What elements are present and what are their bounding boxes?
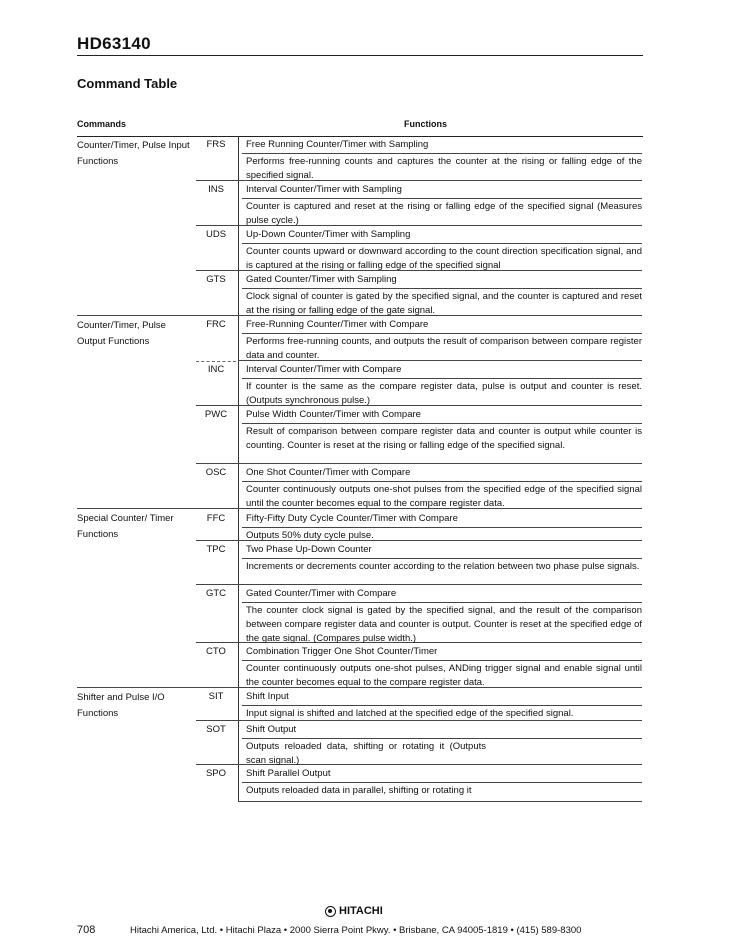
section-title: Command Table <box>77 76 178 91</box>
footer-logo-text: HITACHI <box>339 905 383 917</box>
title-underline <box>242 153 642 154</box>
page-header-title: HD63140 <box>77 34 151 53</box>
row-divider <box>238 801 642 802</box>
group-divider <box>77 315 238 316</box>
page-number: 708 <box>77 924 96 936</box>
function-description: Counter is captured and reset at the rising or falling edge of the specified signal (Measures pulse cycle.) <box>246 201 642 226</box>
function-title: Pulse Width Counter/Timer with Compare <box>246 409 421 420</box>
function-title: Shift Input <box>246 691 289 702</box>
command-code: FRS <box>206 139 226 150</box>
row-divider <box>238 584 642 585</box>
command-code: SOT <box>206 724 226 735</box>
row-divider <box>196 642 238 643</box>
group-label: Special Counter/ Timer Functions <box>77 513 174 540</box>
title-underline <box>242 423 642 424</box>
function-description: If counter is the same as the compare register data, pulse is output and counter is reset. (Outputs synchronous pulse.) <box>246 381 642 406</box>
table-header-rule <box>77 136 643 137</box>
header-rule <box>77 55 643 56</box>
command-code: GTC <box>205 588 227 599</box>
row-divider <box>196 405 238 406</box>
command-code: CTO <box>206 646 226 657</box>
function-title: Shift Output <box>246 724 297 735</box>
function-description: Performs free-running counts and captures the counter at the rising or falling edge of the specified signal. <box>246 156 642 181</box>
function-title: Gated Counter/Timer with Compare <box>246 588 397 599</box>
function-title: Two Phase Up-Down Counter <box>246 544 372 555</box>
row-divider <box>196 720 238 721</box>
title-underline <box>242 705 642 706</box>
command-code: INS <box>208 184 224 195</box>
column-header-commands: Commands <box>77 119 127 129</box>
column-divider <box>238 136 239 802</box>
title-underline <box>242 198 642 199</box>
function-description: Counter continuously outputs one-shot pulses from the specified edge of the specified signal until the counter becomes equal to the compare register data. <box>246 484 642 509</box>
function-description: Counter counts upward or downward according to the count direction specification signal, and is captured at the rising or falling edge of the specified signal <box>246 246 642 271</box>
function-title: Free-Running Counter/Timer with Compare <box>246 319 429 330</box>
title-underline <box>242 333 642 334</box>
command-code: INC <box>207 364 225 375</box>
row-divider <box>196 225 238 226</box>
command-code: SPO <box>205 768 227 779</box>
title-underline <box>242 558 642 559</box>
row-divider <box>196 270 238 271</box>
group-label: Shifter and Pulse I/O Functions <box>77 692 165 719</box>
command-code: FRC <box>206 319 226 330</box>
title-underline <box>242 660 642 661</box>
function-title: One Shot Counter/Timer with Compare <box>246 467 411 478</box>
footer-address: Hitachi America, Ltd. • Hitachi Plaza • 2000 Sierra Point Pkwy. • Brisbane, CA 94005-1819 • (415) 589-8300 <box>130 925 582 936</box>
footer-logo <box>325 905 383 917</box>
function-description: Performs free-running counts, and outputs the result of comparison between compare register data and counter. <box>246 336 642 361</box>
group-divider <box>196 361 236 362</box>
column-header-functions: Functions <box>404 119 447 129</box>
title-underline <box>242 782 642 783</box>
function-description: Increments or decrements counter according to the relation between two phase pulse signals. <box>246 561 640 572</box>
group-divider <box>77 508 238 509</box>
function-description: Outputs 50% duty cycle pulse. <box>246 530 374 541</box>
command-code: SIT <box>208 691 224 702</box>
function-description: The counter clock signal is gated by the specified signal, and the result of the comparison between compare register data and counter is output. Counter is reset at the specified edge of the gate signal. (Compares pulse width.) <box>246 605 642 644</box>
function-title: Combination Trigger One Shot Counter/Timer <box>246 646 438 657</box>
function-description: Counter continuously outputs one-shot pulses, ANDing trigger signal and enable signal until the counter becomes equal to the compare register data. <box>246 663 642 688</box>
group-label: Counter/Timer, Pulse Output Functions <box>77 320 166 347</box>
row-divider <box>196 764 238 765</box>
row-divider <box>238 463 642 464</box>
title-underline <box>242 378 642 379</box>
title-underline <box>242 243 642 244</box>
title-underline <box>242 527 642 528</box>
function-description: Outputs reloaded data in parallel, shifting or rotating it <box>246 785 472 796</box>
title-underline <box>242 481 642 482</box>
command-code: PWC <box>204 409 228 420</box>
function-title: Fifty-Fifty Duty Cycle Counter/Timer with Compare <box>246 513 458 524</box>
title-underline <box>242 288 642 289</box>
group-label: Counter/Timer, Pulse Input Functions <box>77 140 190 167</box>
function-description: Outputs reloaded data, shifting or rotating it (Outputs scan signal.) <box>246 741 486 766</box>
row-divider <box>196 463 238 464</box>
row-divider <box>196 584 238 585</box>
function-title: Up-Down Counter/Timer with Sampling <box>246 229 411 240</box>
title-underline <box>242 602 642 603</box>
function-title: Interval Counter/Timer with Sampling <box>246 184 402 195</box>
command-code: OSC <box>205 467 227 478</box>
function-description: Input signal is shifted and latched at the specified edge of the specified signal. <box>246 708 574 719</box>
command-code: FFC <box>206 513 226 524</box>
row-divider <box>196 540 238 541</box>
function-title: Interval Counter/Timer with Compare <box>246 364 402 375</box>
group-divider <box>77 687 238 688</box>
command-code: TPC <box>206 544 226 555</box>
row-divider <box>196 180 238 181</box>
function-title: Gated Counter/Timer with Sampling <box>246 274 397 285</box>
function-description: Clock signal of counter is gated by the specified signal, and the counter is captured and reset at the rising or falling edge of the gate signal. <box>246 291 642 316</box>
command-code: UDS <box>205 229 227 240</box>
hitachi-logo-icon <box>325 906 336 917</box>
function-title: Shift Parallel Output <box>246 768 331 779</box>
function-title: Free Running Counter/Timer with Sampling <box>246 139 429 150</box>
title-underline <box>242 738 642 739</box>
function-description: Result of comparison between compare register data and counter is output while counter is counting. Counter is reset at the rising or falling edge of the specified signal. <box>246 426 642 451</box>
command-code: GTS <box>206 274 226 285</box>
